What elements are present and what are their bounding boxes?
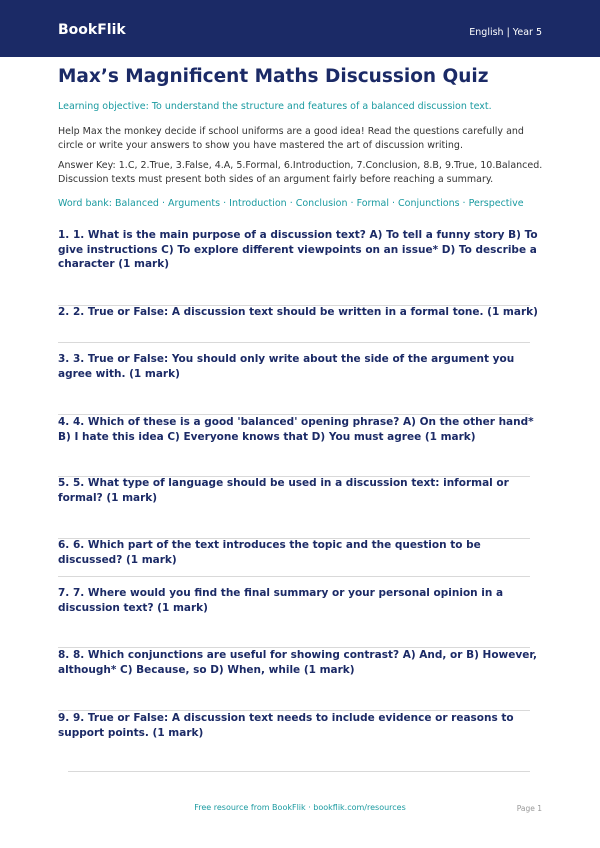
header-bar [0,0,600,57]
page-number: Page 1 [516,804,542,813]
brand-logo-text: BookFlik [58,22,126,38]
question-6: 6. 6. Which part of the text introduces the topic and the question to be discussed? (1 mark) [58,539,481,566]
word-bank: Word bank: Balanced · Arguments · Introduction · Conclusion · Formal · Conjunctions · Perspective [58,198,524,209]
question-3: 3. 3. True or False: You should only write about the side of the argument you agree with. (1 mark) [58,353,515,380]
page-title: Max’s Magnificent Maths Discussion Quiz [58,66,489,87]
intro-text: Help Max the monkey decide if school uniforms are a good idea! Read the questions carefully and circle or write your answers to show you have mastered the art of discussion writing. [58,126,524,151]
answer-key: Answer Key: 1.C, 2.True, 3.False, 4.A, 5.Formal, 6.Introduction, 7.Conclusion, 8.B, 9.True, 10.Balanced. Discussion texts must present both sides of an argument fairly before reaching a summary. [58,160,543,185]
question-9: 9. 9. True or False: A discussion text needs to include evidence or reasons to support points. (1 mark) [58,712,514,739]
learning-objective: Learning objective: To understand the structure and features of a balanced discussion text. [58,101,492,112]
question-7: 7. 7. Where would you find the final summary or your personal opinion in a discussion text? (1 mark) [58,587,504,614]
answer-line [58,576,530,577]
question-2: 2. 2. True or False: A discussion text should be written in a formal tone. (1 mark) [58,306,538,318]
question-8: 8. 8. Which conjunctions are useful for showing contrast? A) And, or B) However, although* C) Because, so D) When, while (1 mark) [58,649,537,676]
question-5: 5. 5. What type of language should be used in a discussion text: informal or formal? (1 mark) [58,477,509,504]
footer-text: Free resource from BookFlik · bookflik.com/resources [194,803,406,812]
footer-divider [68,771,530,772]
question-4: 4. 4. Which of these is a good 'balanced' opening phrase? A) On the other hand* B) I hate this idea C) Everyone knows that D) You must agree (1 mark) [58,416,534,443]
answer-line [58,342,530,343]
question-1: 1. 1. What is the main purpose of a discussion text? A) To tell a funny story B) To give instructions C) To explore different viewpoints on an issue* D) To describe a character (1 mark) [58,229,538,270]
subject-label: English | Year 5 [469,27,542,38]
